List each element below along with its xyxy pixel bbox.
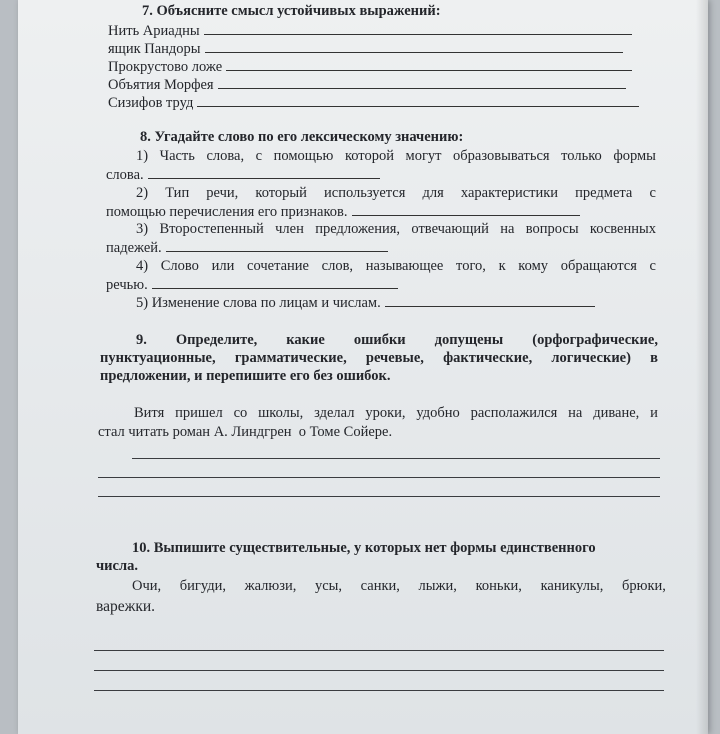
task8-q4-line1 (136, 258, 656, 275)
task10-line1: 10. Выпишите существительные, у которых нет формы единственного (132, 540, 596, 556)
word: (орфографические, (532, 332, 658, 348)
word: с (649, 185, 656, 201)
word: 2) (136, 185, 149, 201)
word: кому (518, 258, 549, 274)
answer-blank[interactable] (152, 276, 398, 289)
answer-line[interactable] (94, 670, 664, 671)
word: с (649, 258, 656, 274)
answer-line[interactable] (98, 496, 660, 497)
word: или (211, 258, 235, 274)
task8-q2-line1 (136, 185, 656, 202)
word: санки, (360, 578, 400, 594)
word: того, (456, 258, 486, 274)
word: фактические, (443, 350, 533, 366)
answer-blank[interactable] (205, 40, 623, 53)
task8-title: 8. Угадайте слово по его лексическому значению: (140, 129, 464, 145)
answer-blank[interactable] (352, 203, 580, 216)
task8-q2-line2 (106, 203, 580, 221)
word: коньки, (475, 578, 522, 594)
word: в (650, 350, 658, 366)
answer-blank[interactable] (204, 22, 632, 35)
word: жалюзи, (244, 578, 297, 594)
answer-line[interactable] (94, 690, 664, 691)
word: предложения, (315, 221, 401, 237)
word: и (650, 405, 658, 421)
task7-item-2-text: ящик Пандоры (108, 41, 201, 57)
word: формы (613, 148, 656, 164)
word: логические) (551, 350, 631, 366)
answer-blank[interactable] (218, 76, 626, 89)
answer-line[interactable] (94, 650, 664, 651)
word: Определите, (175, 332, 258, 348)
word: пришел (175, 405, 223, 421)
word: пунктуационные, (100, 350, 216, 366)
task10-words-line1 (132, 578, 666, 595)
task8-q2-text: помощью перечисления его признаков. (106, 204, 348, 220)
task9-line2 (100, 350, 658, 367)
answer-line[interactable] (132, 458, 660, 459)
word: на (568, 405, 583, 421)
word: зделал (314, 405, 355, 421)
answer-blank[interactable] (148, 166, 380, 179)
word: называющее (365, 258, 444, 274)
task8-q3-line2 (106, 239, 388, 257)
answer-blank[interactable] (385, 294, 595, 307)
task8-q1-line1 (136, 148, 656, 165)
answer-blank[interactable] (197, 94, 639, 107)
task10-words-line2: варежки. (96, 598, 156, 615)
task8-q1-text: слова. (106, 167, 144, 183)
word: диване, (593, 405, 640, 421)
word: используется (324, 185, 406, 201)
task9-line3: предложении, и перепишите его без ошибок. (100, 368, 391, 384)
task7-item-2 (108, 40, 648, 58)
answer-blank[interactable] (226, 58, 632, 71)
word: располажился (470, 405, 558, 421)
task7-item-4-text: Объятия Морфея (108, 77, 214, 93)
word: речи, (206, 185, 239, 201)
word: каникулы, (540, 578, 604, 594)
worksheet-page (18, 0, 708, 734)
answer-blank[interactable] (166, 239, 388, 252)
word: косвенных (589, 221, 656, 237)
word: Очи, (132, 578, 162, 594)
word: ошибки (353, 332, 406, 348)
word: помощью (273, 148, 334, 164)
answer-line[interactable] (98, 477, 660, 478)
word: обращаются (560, 258, 637, 274)
word: с (255, 148, 263, 164)
word: Тип (165, 185, 190, 201)
word: член (275, 221, 304, 237)
task8-q5-text: 5) Изменение слова по лицам и числам. (136, 295, 381, 311)
word: Второстепенный (159, 221, 264, 237)
task7-title: 7. Объясните смысл устойчивых выражений: (142, 3, 441, 19)
word: Витя (134, 405, 165, 421)
word: слова, (206, 148, 245, 164)
word: сочетание (247, 258, 309, 274)
word: отвечающий (411, 221, 489, 237)
word: удобно (416, 405, 460, 421)
task9-line1 (136, 332, 658, 349)
word: 1) (136, 148, 149, 164)
word: со (233, 405, 248, 421)
word: вопросы (525, 221, 579, 237)
word: могут (405, 148, 442, 164)
task8-q4-line2 (106, 276, 398, 294)
word: 3) (136, 221, 149, 237)
page-shadow-edge (696, 0, 708, 734)
word: 9. (136, 332, 147, 348)
word: только (561, 148, 602, 164)
task10-line2: числа. (96, 558, 138, 574)
word: характеристики (460, 185, 559, 201)
task7-item-4 (108, 76, 648, 94)
word: допущены (434, 332, 504, 348)
word: к (498, 258, 506, 274)
task7-item-5-text: Сизифов труд (108, 95, 194, 111)
task9-text-line1 (134, 405, 658, 422)
word: брюки, (622, 578, 666, 594)
task7-item-5 (108, 94, 648, 112)
word: Слово (160, 258, 199, 274)
word: бигуди, (179, 578, 226, 594)
word: для (422, 185, 444, 201)
word: 4) (136, 258, 149, 274)
task8-q1-line2 (106, 166, 380, 184)
word: который (255, 185, 307, 201)
word: школы, (258, 405, 304, 421)
word: речевые, (365, 350, 424, 366)
word: слов, (321, 258, 354, 274)
word: усы, (314, 578, 343, 594)
task8-q3-line1 (136, 221, 656, 238)
word: Часть (159, 148, 195, 164)
word: лыжи, (418, 578, 457, 594)
task8-q5 (136, 294, 595, 312)
word: на (500, 221, 515, 237)
task8-q4-text: речью. (106, 277, 148, 293)
word: какие (286, 332, 325, 348)
word: уроки, (365, 405, 406, 421)
task9-text-line2: стал читать роман А. Линдгрен о Томе Сойере. (98, 424, 393, 440)
word: которой (344, 148, 394, 164)
word: образовываться (453, 148, 550, 164)
task7-item-1 (108, 22, 648, 40)
word: предмета (575, 185, 633, 201)
task7-item-1-text: Нить Ариадны (108, 23, 200, 39)
task7-item-3-text: Прокрустово ложе (108, 59, 223, 75)
task8-q3-text: падежей. (106, 240, 162, 256)
word: грамматические, (234, 350, 347, 366)
task7-item-3 (108, 58, 648, 76)
